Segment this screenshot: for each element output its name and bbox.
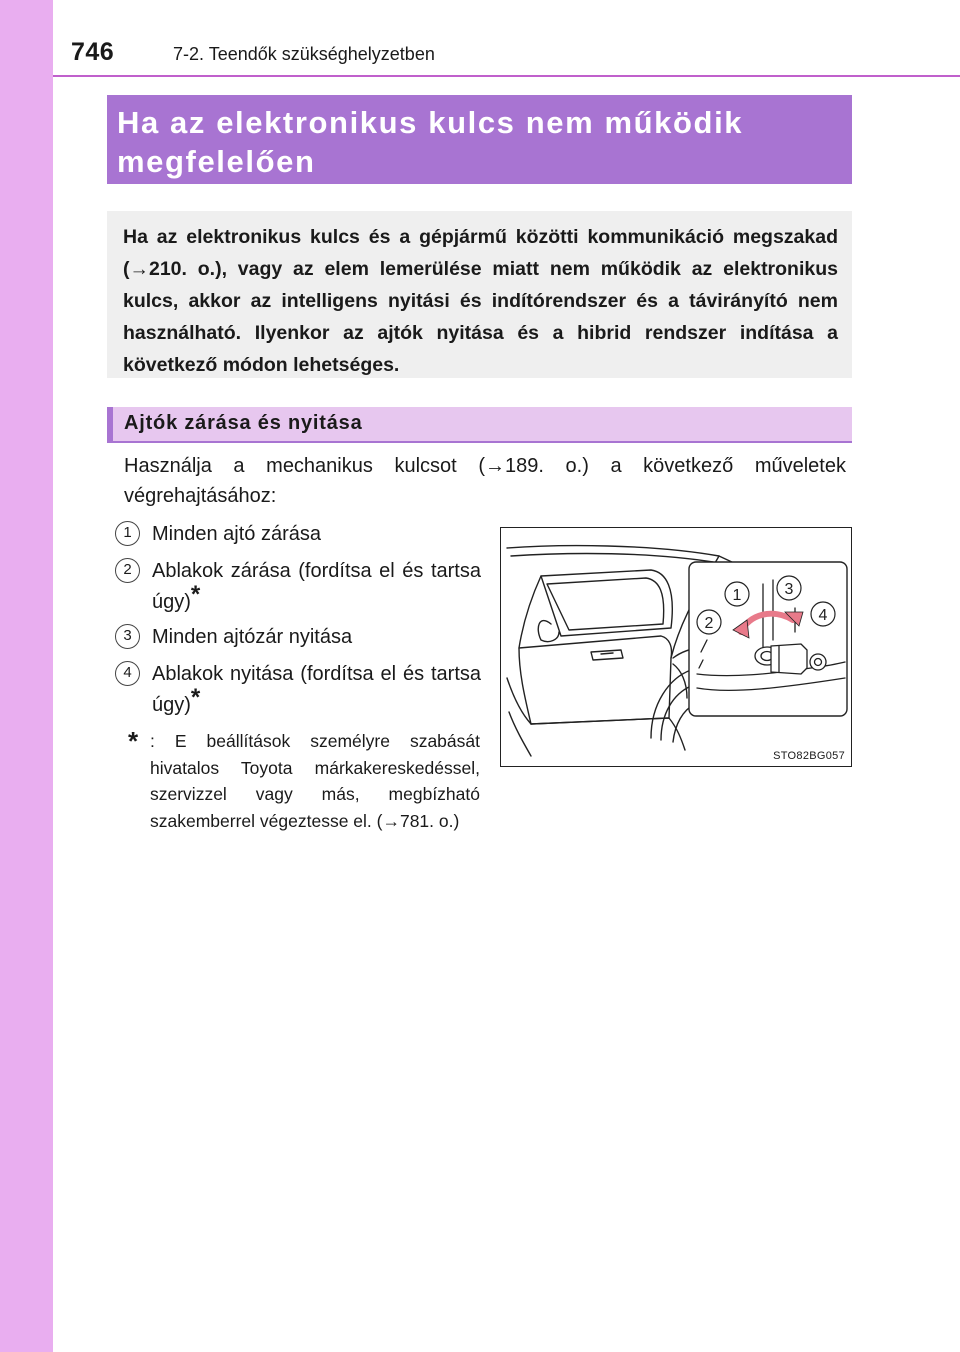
step-number-badge: 4 [115, 661, 140, 686]
section-title-line-2: megfelelően [117, 144, 316, 179]
footnote-text: : E beállítások személyre szabását hivatalos Toyota márkakereskedéssel, szervizzel vagy más, megbízható szakemberrel végeztesse el. (→781. o.) [150, 731, 480, 831]
page-number: 746 [71, 38, 115, 66]
side-color-strip [0, 0, 53, 1352]
footnote-asterisk: * [128, 726, 139, 756]
intro-text: Ha az elektronikus kulcs és a gépjármű közötti kommunikáció megszakad (→210. o.), vagy az elem lemerülése miatt nem működik az elektronikus kulcs, akkor az intelligens nyitási és indítórendszer és a távirányító nem használható. Ilyenkor az ajtók nyitása és a hibrid rendszer indítása a következő módon lehetséges. [123, 226, 838, 376]
figure-label-2: 2 [704, 615, 714, 632]
step-label: Minden ajtózár nyitása [152, 626, 353, 648]
door-lock-figure [500, 527, 852, 767]
subsection-heading-band [107, 407, 852, 443]
figure-label-3: 3 [784, 581, 794, 598]
running-header: 7-2. Teendők szükséghelyzetben [173, 44, 435, 64]
step-number-badge: 2 [115, 558, 140, 583]
step-text [152, 556, 481, 618]
subsection-heading: Ajtók zárása és nyitása [124, 412, 363, 434]
step-label: Minden ajtó zárása [152, 523, 321, 545]
step-text [152, 659, 481, 721]
header-rule [53, 75, 960, 77]
section-title-line-1: Ha az elektronikus kulcs nem működik [117, 105, 744, 140]
step-item [115, 659, 481, 721]
step-item [115, 622, 481, 653]
car-door-illustration [501, 528, 851, 766]
step-item [115, 556, 481, 618]
step-text [152, 622, 481, 653]
door-lock-key-inset [689, 562, 847, 716]
step-number-badge: 3 [115, 624, 140, 649]
figure-label-1: 1 [732, 587, 742, 604]
body-paragraph: Használja a mechanikus kulcsot (→189. o.) a következő műveletek végrehajtásához: [124, 455, 846, 507]
intro-box [107, 211, 852, 378]
step-item [115, 519, 481, 550]
figure-label-4: 4 [818, 607, 828, 624]
footnote [128, 728, 480, 834]
step-text [152, 519, 481, 550]
step-number-badge: 1 [115, 521, 140, 546]
step-asterisk: * [190, 684, 201, 711]
step-label: Ablakok zárása (fordítsa el és tartsa úgy) [152, 560, 481, 613]
figure-code: STO82BG057 [773, 750, 845, 762]
section-title-band [107, 95, 852, 184]
step-asterisk: * [190, 581, 201, 608]
step-label: Ablakok nyitása (fordítsa el és tartsa úgy) [152, 663, 481, 716]
